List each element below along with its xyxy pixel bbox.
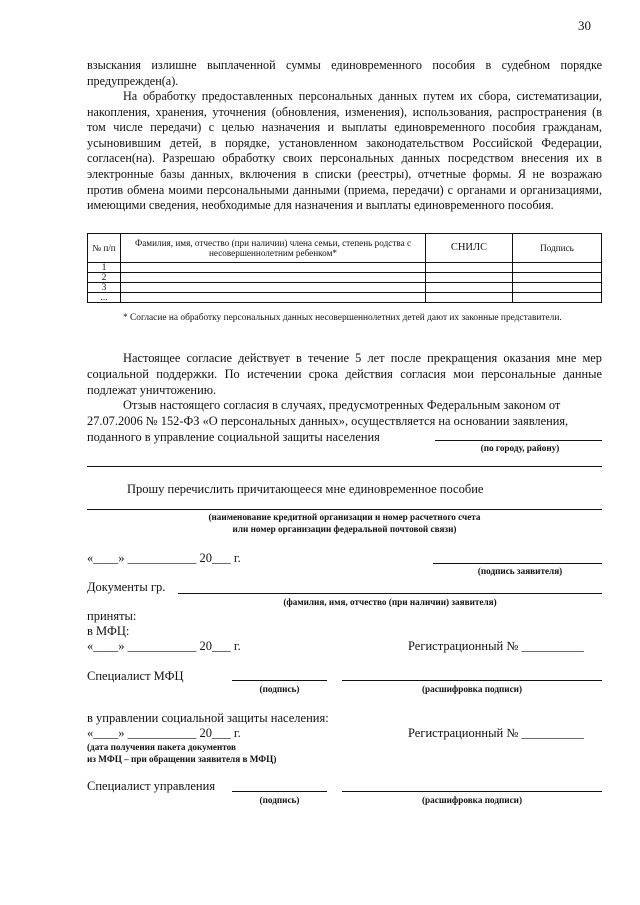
- table-cell[interactable]: [513, 273, 602, 283]
- mfc-specialist-label: Специалист МФЦ: [87, 669, 184, 683]
- application-date[interactable]: «____» ___________ 20___ г.: [87, 551, 241, 565]
- caption-city: (по городу, району): [480, 443, 560, 453]
- table-cell[interactable]: [513, 293, 602, 303]
- social-dept-label: в управлении социальной защиты населения:: [87, 711, 329, 725]
- consent-table: [87, 233, 602, 303]
- validity-paragraph: Настоящее согласие действует в течение 5 лет после прекращения оказания мне мер социальной поддержки. По истечении срока действия согласия мои персональные данные подлежат уничтожению.: [87, 351, 602, 397]
- caption-bank-2: или номер организации федеральной почтовой связи): [232, 524, 457, 534]
- intro-paragraph: взыскания излишне выплаченной суммы единовременного пособия в судебном порядке предупрежден(а).: [87, 58, 602, 88]
- mfc-decoding-line[interactable]: [342, 680, 602, 681]
- caption-receipt-2: из МФЦ – при обращении заявителя в МФЦ): [87, 754, 277, 764]
- table-header-number: № п/п: [88, 234, 121, 263]
- table-cell[interactable]: [121, 263, 426, 273]
- dept-registration-number[interactable]: Регистрационный № __________: [408, 726, 584, 740]
- mfc-registration-number[interactable]: Регистрационный № __________: [408, 639, 584, 653]
- table-cell: 2: [88, 273, 121, 283]
- table-cell[interactable]: [121, 273, 426, 283]
- table-cell[interactable]: [121, 283, 426, 293]
- table-cell[interactable]: [426, 273, 513, 283]
- caption-applicant-signature: (подпись заявителя): [477, 566, 563, 576]
- consent-paragraph: На обработку предоставленных персональных данных путем их сбора, систематизации, накопления, хранения, уточнения (обновления, изменения), использования, распространения (в том числе передачи) с целью назначения и выплаты единовременного пособия гражданам, усыновившим детей, в порядке, установленном законодательством Российской Федерации, согласен(на). Разрешаю обработку своих персональных данных посредством внесения их в электронные базы данных, включения в списки (реестры), отчетные формы. Я не возражаю против обмена моими персональными данными (приема, передачи) с органами и организациями, имеющими сведения, необходимые для назначения и выплаты единовременного пособия.: [87, 89, 602, 213]
- table-header-signature: Подпись: [513, 234, 602, 263]
- accepted-label: приняты:: [87, 609, 137, 623]
- footnote: * Согласие на обработку персональных данных несовершеннолетних детей дают их законные представители.: [123, 313, 562, 323]
- table-cell[interactable]: [426, 283, 513, 293]
- table-row: [88, 273, 602, 283]
- page-number: 30: [578, 18, 591, 33]
- table-row: [88, 293, 602, 303]
- mfc-date[interactable]: «____» ___________ 20___ г.: [87, 639, 241, 653]
- fio-line[interactable]: [178, 593, 602, 594]
- table-header-snils: СНИЛС: [426, 234, 513, 263]
- caption-signature-2: (подпись): [259, 795, 300, 805]
- revocation-paragraph: Отзыв настоящего согласия в случаях, предусмотренных Федеральным законом от 27.07.2006 № 152-ФЗ «О персональных данных», осуществляется на основании заявления, поданного в управление социальной защиты населения: [87, 398, 569, 444]
- caption-bank-1: (наименование кредитной организации и номер расчетного счета: [208, 512, 481, 522]
- social-dept-line[interactable]: [435, 440, 602, 441]
- dept-specialist-label: Специалист управления: [87, 779, 216, 793]
- caption-decoding-1: (расшифровка подписи): [421, 684, 523, 694]
- table-cell[interactable]: [513, 283, 602, 293]
- table-row: [88, 263, 602, 273]
- dept-date[interactable]: «____» ___________ 20___ г.: [87, 726, 241, 740]
- table-cell[interactable]: [426, 293, 513, 303]
- table-header-name: Фамилия, имя, отчество (при наличии) члена семьи, степень родства с несовершеннолетним ребенком*: [121, 234, 426, 263]
- mfc-signature-line[interactable]: [232, 680, 327, 681]
- table-cell: 1: [88, 263, 121, 273]
- applicant-signature-line[interactable]: [433, 563, 602, 564]
- table-cell: 3: [88, 283, 121, 293]
- documents-label: Документы гр.: [87, 580, 166, 594]
- divider-line: [87, 466, 602, 467]
- table-cell[interactable]: [426, 263, 513, 273]
- caption-signature-1: (подпись): [259, 684, 300, 694]
- table-row: [88, 283, 602, 293]
- dept-decoding-line[interactable]: [342, 791, 602, 792]
- caption-decoding-2: (расшифровка подписи): [421, 795, 523, 805]
- bank-details-line[interactable]: [87, 509, 602, 510]
- transfer-text: Прошу перечислить причитающееся мне единовременное пособие: [127, 482, 484, 496]
- table-cell: ...: [88, 293, 121, 303]
- table-cell[interactable]: [121, 293, 426, 303]
- dept-signature-line[interactable]: [232, 791, 327, 792]
- caption-receipt-1: (дата получения пакета документов: [87, 742, 236, 752]
- mfc-label: в МФЦ:: [87, 624, 130, 638]
- caption-fio: (фамилия, имя, отчество (при наличии) заявителя): [283, 597, 497, 607]
- table-cell[interactable]: [513, 263, 602, 273]
